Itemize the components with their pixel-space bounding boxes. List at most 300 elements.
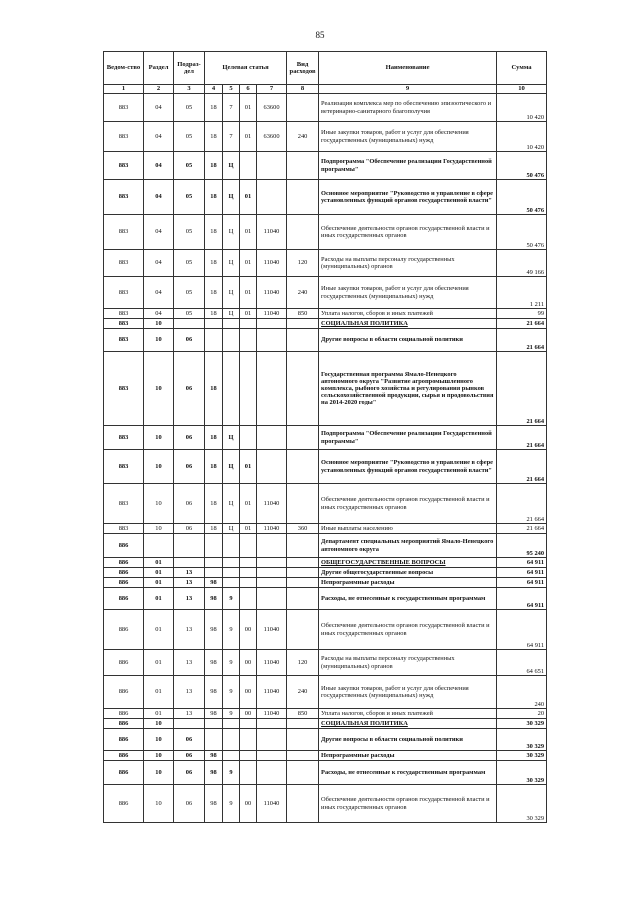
table-row — [104, 558, 547, 568]
target-2-cell — [223, 558, 240, 568]
target-4-cell — [257, 719, 287, 729]
razdel-cell: 04 — [144, 94, 174, 122]
name-cell: Иные закупки товаров, работ и услуг для обеспечения государственных (муниципальных) нужд — [319, 277, 497, 309]
name-cell: Непрограммные расходы — [319, 751, 497, 761]
target-3-cell: 01 — [240, 484, 257, 524]
table-row — [104, 122, 547, 152]
podrazdel-cell: 05 — [174, 277, 205, 309]
target-4-cell: 11040 — [257, 309, 287, 319]
sum-cell: 21 664 — [497, 319, 547, 329]
col-number: 3 — [174, 85, 205, 94]
razdel-cell: 01 — [144, 578, 174, 588]
podrazdel-cell: 05 — [174, 250, 205, 277]
target-1-cell: 18 — [205, 180, 223, 215]
col-number: 2 — [144, 85, 174, 94]
podrazdel-cell: 13 — [174, 709, 205, 719]
razdel-cell: 04 — [144, 122, 174, 152]
target-3-cell — [240, 534, 257, 558]
vedomstvo-cell: 886 — [104, 534, 144, 558]
vid-cell — [287, 719, 319, 729]
target-2-cell — [223, 329, 240, 352]
name-cell: Другие вопросы в области социальной политики — [319, 729, 497, 751]
target-3-cell: 01 — [240, 450, 257, 484]
vedomstvo-cell: 883 — [104, 122, 144, 152]
target-2-cell — [223, 568, 240, 578]
target-4-cell — [257, 558, 287, 568]
razdel-cell: 10 — [144, 785, 174, 823]
sum-cell: 30 329 — [497, 785, 547, 823]
vedomstvo-cell: 883 — [104, 484, 144, 524]
name-cell: Другие вопросы в области социальной политики — [319, 329, 497, 352]
podrazdel-cell: 13 — [174, 578, 205, 588]
vedomstvo-cell: 883 — [104, 94, 144, 122]
sum-cell: 50 476 — [497, 152, 547, 180]
sum-cell: 21 664 — [497, 524, 547, 534]
header-vid: Вид расходов — [287, 52, 319, 85]
target-4-cell: 11040 — [257, 610, 287, 650]
vedomstvo-cell: 883 — [104, 215, 144, 250]
target-2-cell — [223, 751, 240, 761]
target-3-cell: 00 — [240, 610, 257, 650]
target-1-cell: 18 — [205, 426, 223, 450]
col-number: 5 — [223, 85, 240, 94]
target-2-cell: 9 — [223, 761, 240, 785]
table-row — [104, 309, 547, 319]
table-row — [104, 152, 547, 180]
podrazdel-cell: 06 — [174, 329, 205, 352]
target-3-cell — [240, 152, 257, 180]
target-3-cell — [240, 319, 257, 329]
table-row — [104, 94, 547, 122]
vid-cell — [287, 450, 319, 484]
column-number-row — [104, 85, 547, 94]
sum-cell: 95 240 — [497, 534, 547, 558]
vedomstvo-cell: 883 — [104, 309, 144, 319]
table-row — [104, 761, 547, 785]
sum-cell: 64 911 — [497, 558, 547, 568]
target-4-cell: 63600 — [257, 122, 287, 152]
sum-cell: 50 476 — [497, 180, 547, 215]
vid-cell — [287, 588, 319, 610]
target-4-cell — [257, 426, 287, 450]
table-row — [104, 319, 547, 329]
name-cell: Иные закупки товаров, работ и услуг для обеспечения государственных (муниципальных) нужд — [319, 122, 497, 152]
target-4-cell: 11040 — [257, 676, 287, 709]
name-cell: Уплата налогов, сборов и иных платежей — [319, 709, 497, 719]
target-4-cell — [257, 450, 287, 484]
vid-cell — [287, 610, 319, 650]
target-2-cell — [223, 352, 240, 426]
target-4-cell: 11040 — [257, 250, 287, 277]
target-4-cell — [257, 751, 287, 761]
vid-cell: 120 — [287, 250, 319, 277]
target-1-cell: 98 — [205, 588, 223, 610]
sum-cell: 64 911 — [497, 610, 547, 650]
vid-cell — [287, 578, 319, 588]
name-cell: Иные закупки товаров, работ и услуг для обеспечения государственных (муниципальных) нужд — [319, 676, 497, 709]
sum-cell: 10 420 — [497, 94, 547, 122]
name-cell: Обеспечение деятельности органов государственной власти и иных государственных органов — [319, 785, 497, 823]
name-cell: Подпрограмма "Обеспечение реализации Государственной программы" — [319, 426, 497, 450]
sum-cell: 21 664 — [497, 426, 547, 450]
target-1-cell: 18 — [205, 277, 223, 309]
vedomstvo-cell: 886 — [104, 729, 144, 751]
header-podrazdel: Подраз-дел — [174, 52, 205, 85]
table-row — [104, 785, 547, 823]
vedomstvo-cell: 883 — [104, 250, 144, 277]
razdel-cell: 10 — [144, 450, 174, 484]
vedomstvo-cell: 883 — [104, 319, 144, 329]
target-2-cell: Ц — [223, 215, 240, 250]
name-cell: Основное мероприятие "Руководство и управление в сфере установленных функций органов государственной власти" — [319, 180, 497, 215]
header-target: Целевая статья — [205, 52, 287, 85]
target-2-cell: Ц — [223, 450, 240, 484]
podrazdel-cell: 06 — [174, 761, 205, 785]
target-4-cell: 11040 — [257, 277, 287, 309]
target-1-cell: 98 — [205, 676, 223, 709]
vedomstvo-cell: 886 — [104, 676, 144, 709]
razdel-cell: 10 — [144, 329, 174, 352]
sum-cell: 21 664 — [497, 450, 547, 484]
target-2-cell: 9 — [223, 709, 240, 719]
target-4-cell: 11040 — [257, 484, 287, 524]
podrazdel-cell: 13 — [174, 588, 205, 610]
target-3-cell: 01 — [240, 524, 257, 534]
table-body — [104, 94, 547, 823]
target-1-cell — [205, 568, 223, 578]
vid-cell — [287, 329, 319, 352]
target-2-cell: Ц — [223, 250, 240, 277]
podrazdel-cell: 06 — [174, 751, 205, 761]
target-4-cell — [257, 761, 287, 785]
target-4-cell: 11040 — [257, 709, 287, 719]
razdel-cell: 10 — [144, 426, 174, 450]
target-2-cell: Ц — [223, 180, 240, 215]
table-row — [104, 277, 547, 309]
target-2-cell: 7 — [223, 94, 240, 122]
podrazdel-cell: 13 — [174, 650, 205, 676]
razdel-cell — [144, 534, 174, 558]
target-1-cell: 98 — [205, 610, 223, 650]
table-row — [104, 352, 547, 426]
target-2-cell — [223, 319, 240, 329]
target-3-cell — [240, 719, 257, 729]
podrazdel-cell: 05 — [174, 309, 205, 319]
target-3-cell — [240, 761, 257, 785]
target-2-cell: Ц — [223, 309, 240, 319]
vid-cell: 240 — [287, 122, 319, 152]
name-cell: Расходы на выплаты персоналу государственных (муниципальных) органов — [319, 250, 497, 277]
name-cell: СОЦИАЛЬНАЯ ПОЛИТИКА — [319, 319, 497, 329]
vedomstvo-cell: 886 — [104, 610, 144, 650]
target-1-cell: 98 — [205, 785, 223, 823]
target-1-cell: 18 — [205, 122, 223, 152]
podrazdel-cell: 05 — [174, 215, 205, 250]
razdel-cell: 01 — [144, 709, 174, 719]
sum-cell: 64 651 — [497, 650, 547, 676]
col-number: 1 — [104, 85, 144, 94]
vid-cell — [287, 761, 319, 785]
target-3-cell: 01 — [240, 122, 257, 152]
razdel-cell: 10 — [144, 719, 174, 729]
target-3-cell: 00 — [240, 709, 257, 719]
razdel-cell: 01 — [144, 558, 174, 568]
razdel-cell: 01 — [144, 568, 174, 578]
target-3-cell: 01 — [240, 215, 257, 250]
vedomstvo-cell: 883 — [104, 524, 144, 534]
target-2-cell: 9 — [223, 650, 240, 676]
sum-cell: 49 166 — [497, 250, 547, 277]
target-1-cell — [205, 329, 223, 352]
name-cell: Расходы на выплаты персоналу государственных (муниципальных) органов — [319, 650, 497, 676]
razdel-cell: 10 — [144, 352, 174, 426]
podrazdel-cell: 05 — [174, 152, 205, 180]
target-1-cell: 18 — [205, 352, 223, 426]
target-2-cell: Ц — [223, 152, 240, 180]
podrazdel-cell: 06 — [174, 524, 205, 534]
target-1-cell — [205, 534, 223, 558]
table-row — [104, 578, 547, 588]
target-2-cell — [223, 719, 240, 729]
vedomstvo-cell: 886 — [104, 719, 144, 729]
target-4-cell: 11040 — [257, 524, 287, 534]
sum-cell: 30 329 — [497, 761, 547, 785]
vid-cell: 120 — [287, 650, 319, 676]
sum-cell: 30 329 — [497, 751, 547, 761]
sum-cell: 30 329 — [497, 729, 547, 751]
target-4-cell — [257, 329, 287, 352]
header-name: Наименование — [319, 52, 497, 85]
col-number: 8 — [287, 85, 319, 94]
name-cell: Обеспечение деятельности органов государственной власти и иных государственных органов — [319, 610, 497, 650]
sum-cell: 64 911 — [497, 568, 547, 578]
podrazdel-cell: 05 — [174, 122, 205, 152]
podrazdel-cell: 13 — [174, 676, 205, 709]
target-1-cell: 18 — [205, 250, 223, 277]
name-cell: Реализация комплекса мер по обеспечению эпизоотического и ветеринарно-санитарного благополучия — [319, 94, 497, 122]
name-cell: Другие общегосударственные вопросы — [319, 568, 497, 578]
target-3-cell: 00 — [240, 676, 257, 709]
vedomstvo-cell: 886 — [104, 588, 144, 610]
vedomstvo-cell: 886 — [104, 568, 144, 578]
target-3-cell — [240, 329, 257, 352]
vid-cell — [287, 751, 319, 761]
col-number: 6 — [240, 85, 257, 94]
razdel-cell: 01 — [144, 650, 174, 676]
sum-cell: 64 911 — [497, 588, 547, 610]
razdel-cell: 04 — [144, 277, 174, 309]
razdel-cell: 04 — [144, 309, 174, 319]
razdel-cell: 10 — [144, 751, 174, 761]
podrazdel-cell — [174, 719, 205, 729]
target-1-cell — [205, 558, 223, 568]
target-1-cell: 18 — [205, 215, 223, 250]
razdel-cell: 10 — [144, 319, 174, 329]
vedomstvo-cell: 886 — [104, 761, 144, 785]
vid-cell — [287, 426, 319, 450]
target-1-cell: 98 — [205, 761, 223, 785]
target-4-cell — [257, 352, 287, 426]
vedomstvo-cell: 886 — [104, 650, 144, 676]
table-row — [104, 426, 547, 450]
vid-cell: 850 — [287, 309, 319, 319]
sum-cell: 21 664 — [497, 352, 547, 426]
target-1-cell: 18 — [205, 524, 223, 534]
name-cell: Расходы, не отнесенные к государственным программам — [319, 761, 497, 785]
name-cell: Расходы, не отнесенные к государственным программам — [319, 588, 497, 610]
podrazdel-cell — [174, 558, 205, 568]
sum-cell: 20 — [497, 709, 547, 719]
target-2-cell: Ц — [223, 426, 240, 450]
target-4-cell — [257, 568, 287, 578]
target-1-cell: 18 — [205, 94, 223, 122]
sum-cell: 1 211 — [497, 277, 547, 309]
vid-cell — [287, 558, 319, 568]
podrazdel-cell: 06 — [174, 352, 205, 426]
razdel-cell: 04 — [144, 152, 174, 180]
razdel-cell: 10 — [144, 524, 174, 534]
target-1-cell: 98 — [205, 650, 223, 676]
podrazdel-cell: 05 — [174, 94, 205, 122]
vid-cell — [287, 484, 319, 524]
sum-cell: 10 420 — [497, 122, 547, 152]
vid-cell — [287, 729, 319, 751]
razdel-cell: 01 — [144, 676, 174, 709]
sum-cell: 30 329 — [497, 719, 547, 729]
col-number: 10 — [497, 85, 547, 94]
target-2-cell — [223, 578, 240, 588]
vedomstvo-cell: 886 — [104, 709, 144, 719]
vedomstvo-cell: 886 — [104, 751, 144, 761]
target-2-cell: Ц — [223, 524, 240, 534]
vedomstvo-cell: 886 — [104, 785, 144, 823]
target-2-cell: 9 — [223, 610, 240, 650]
table-row — [104, 450, 547, 484]
target-3-cell — [240, 558, 257, 568]
podrazdel-cell: 13 — [174, 610, 205, 650]
table-row — [104, 751, 547, 761]
name-cell: Основное мероприятие "Руководство и управление в сфере установленных функций органов государственной власти" — [319, 450, 497, 484]
col-number: 7 — [257, 85, 287, 94]
target-2-cell: 7 — [223, 122, 240, 152]
razdel-cell: 01 — [144, 588, 174, 610]
col-number: 4 — [205, 85, 223, 94]
vedomstvo-cell: 883 — [104, 450, 144, 484]
podrazdel-cell: 06 — [174, 729, 205, 751]
podrazdel-cell: 05 — [174, 180, 205, 215]
podrazdel-cell: 13 — [174, 568, 205, 578]
podrazdel-cell — [174, 534, 205, 558]
name-cell: Подпрограмма "Обеспечение реализации Государственной программы" — [319, 152, 497, 180]
name-cell: Обеспечение деятельности органов государственной власти и иных государственных органов — [319, 484, 497, 524]
podrazdel-cell: 06 — [174, 450, 205, 484]
target-4-cell — [257, 588, 287, 610]
target-3-cell — [240, 578, 257, 588]
razdel-cell: 10 — [144, 761, 174, 785]
table-row — [104, 250, 547, 277]
budget-table — [103, 51, 547, 823]
sum-cell: 50 476 — [497, 215, 547, 250]
table-row — [104, 610, 547, 650]
razdel-cell: 10 — [144, 484, 174, 524]
target-3-cell — [240, 426, 257, 450]
vid-cell — [287, 352, 319, 426]
target-1-cell — [205, 729, 223, 751]
vedomstvo-cell: 883 — [104, 352, 144, 426]
razdel-cell: 01 — [144, 610, 174, 650]
vedomstvo-cell: 883 — [104, 277, 144, 309]
target-4-cell: 11040 — [257, 215, 287, 250]
target-2-cell: Ц — [223, 484, 240, 524]
target-4-cell — [257, 180, 287, 215]
name-cell: ОБЩЕГОСУДАРСТВЕННЫЕ ВОПРОСЫ — [319, 558, 497, 568]
vid-cell: 240 — [287, 277, 319, 309]
name-cell: Иные выплаты населению — [319, 524, 497, 534]
target-4-cell — [257, 729, 287, 751]
target-3-cell — [240, 729, 257, 751]
target-1-cell — [205, 719, 223, 729]
table-row — [104, 588, 547, 610]
col-number: 9 — [319, 85, 497, 94]
target-3-cell — [240, 751, 257, 761]
vid-cell — [287, 785, 319, 823]
table-row — [104, 676, 547, 709]
page-number: 85 — [315, 30, 325, 40]
vid-cell — [287, 568, 319, 578]
vedomstvo-cell: 883 — [104, 426, 144, 450]
target-1-cell: 18 — [205, 484, 223, 524]
table-row — [104, 650, 547, 676]
name-cell: Обеспечение деятельности органов государственной власти и иных государственных органов — [319, 215, 497, 250]
header-sum: Сумма — [497, 52, 547, 85]
vid-cell: 360 — [287, 524, 319, 534]
vid-cell — [287, 94, 319, 122]
target-3-cell — [240, 588, 257, 610]
target-3-cell: 01 — [240, 94, 257, 122]
target-2-cell: 9 — [223, 785, 240, 823]
target-3-cell: 00 — [240, 785, 257, 823]
target-2-cell: 9 — [223, 588, 240, 610]
sum-cell: 99 — [497, 309, 547, 319]
target-1-cell — [205, 319, 223, 329]
table-row — [104, 180, 547, 215]
vedomstvo-cell: 883 — [104, 152, 144, 180]
name-cell: Департамент специальных мероприятий Ямало-Ненецкого автономного округа — [319, 534, 497, 558]
table-row — [104, 568, 547, 578]
target-1-cell: 98 — [205, 751, 223, 761]
target-4-cell: 11040 — [257, 650, 287, 676]
vid-cell — [287, 152, 319, 180]
podrazdel-cell: 06 — [174, 426, 205, 450]
target-1-cell: 18 — [205, 450, 223, 484]
podrazdel-cell: 06 — [174, 785, 205, 823]
target-3-cell — [240, 352, 257, 426]
vid-cell: 850 — [287, 709, 319, 719]
target-3-cell: 01 — [240, 180, 257, 215]
sum-cell: 240 — [497, 676, 547, 709]
target-3-cell — [240, 568, 257, 578]
table-row — [104, 484, 547, 524]
name-cell: СОЦИАЛЬНАЯ ПОЛИТИКА — [319, 719, 497, 729]
vid-cell — [287, 215, 319, 250]
header-razdel: Раздел — [144, 52, 174, 85]
vid-cell — [287, 319, 319, 329]
vid-cell — [287, 534, 319, 558]
target-2-cell — [223, 534, 240, 558]
name-cell: Государственная программа Ямало-Ненецкого автономного округа "Развитие агропромышленного комплекса, рыбного хозяйства и регулирования рынков сельскохозяйственной продукции, сырья и продовольствия на 2014-2020 годы" — [319, 352, 497, 426]
vedomstvo-cell: 883 — [104, 329, 144, 352]
target-4-cell — [257, 534, 287, 558]
